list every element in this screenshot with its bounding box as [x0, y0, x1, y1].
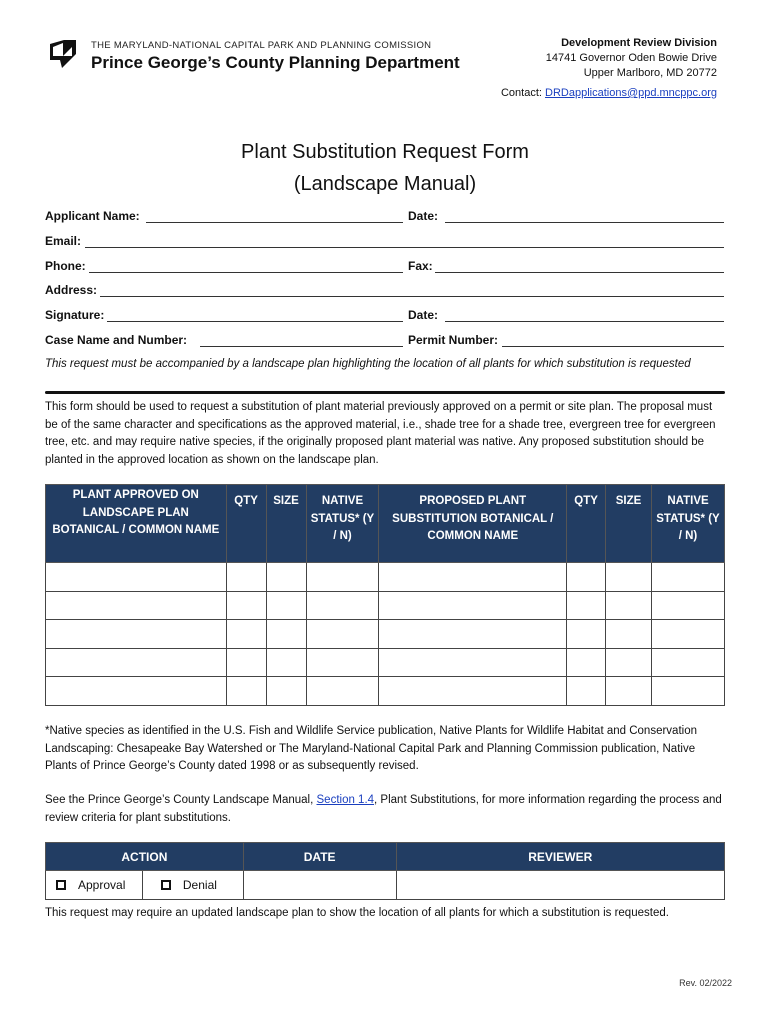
proposed-plant-cell[interactable] [379, 677, 567, 706]
proposed-plant-cell[interactable] [379, 648, 567, 677]
native-cell[interactable] [306, 620, 379, 649]
plant-table-body [46, 563, 725, 706]
size-cell[interactable] [266, 620, 306, 649]
header-proposed-size: SIZE [606, 485, 652, 563]
approved-plant-cell[interactable] [46, 620, 227, 649]
approved-plant-cell[interactable] [46, 648, 227, 677]
header-qty: QTY [226, 485, 266, 563]
division-name: Development Review Division [561, 37, 717, 49]
contact-label: Contact: [500, 87, 542, 99]
proposed-native-cell[interactable] [652, 563, 725, 592]
proposed-size-cell[interactable] [606, 648, 652, 677]
signature-date-field[interactable] [445, 321, 724, 322]
proposed-size-cell[interactable] [606, 591, 652, 620]
approved-plant-cell[interactable] [46, 591, 227, 620]
proposed-qty-cell[interactable] [567, 591, 606, 620]
proposed-native-cell[interactable] [652, 677, 725, 706]
proposed-size-cell[interactable] [606, 620, 652, 649]
applicant-name-label: Applicant Name: [45, 209, 140, 223]
intro-paragraph: This form should be used to request a substitution of plant material previously approved on a permit or site plan. The proposal must be of the same character and specifications as the approved material, i.e., shade tree for a shade tree, evergreen tree for evergreen tree, etc. and may require native species, if the originally proposed plant material was native. Any proposed substitution should be planted in the approved location as shown on the landscape plan. [45, 401, 716, 466]
header-native-status: NATIVE STATUS* (Y / N) [306, 485, 379, 563]
plant-substitution-table [45, 484, 725, 706]
signature-label: Signature: [45, 308, 105, 322]
denial-label: Denial [182, 878, 217, 892]
approval-label: Approval [78, 878, 126, 892]
form-subtitle: (Landscape Manual) [293, 173, 477, 195]
qty-cell[interactable] [226, 620, 266, 649]
action-table-header [46, 843, 725, 871]
header-proposed-qty: QTY [567, 485, 606, 563]
phone-field[interactable] [89, 272, 403, 273]
native-cell[interactable] [306, 563, 379, 592]
updated-plan-note: This request may require an updated landscape plan to show the location of all plants for which a substitution is requested. [45, 907, 669, 919]
header-proposed-plant: PROPOSED PLANT SUBSTITUTION BOTANICAL / COMMON NAME [379, 485, 567, 563]
address-label: Address: [45, 283, 98, 297]
case-name-field[interactable] [200, 346, 403, 347]
qty-cell[interactable] [226, 677, 266, 706]
form-title: Plant Substitution Request Form [241, 141, 529, 163]
proposed-qty-cell[interactable] [567, 620, 606, 649]
agency-name: THE MARYLAND-NATIONAL CAPITAL PARK AND PLANNING COMISSION [91, 40, 432, 51]
proposed-qty-cell[interactable] [567, 563, 606, 592]
plant-table-header [46, 485, 725, 563]
signature-date-label: Date: [408, 308, 439, 322]
header-reviewer: REVIEWER [396, 843, 724, 871]
denial-option[interactable] [142, 871, 243, 900]
contact-line [501, 87, 717, 99]
proposed-size-cell[interactable] [606, 563, 652, 592]
applicant-name-field[interactable] [146, 222, 403, 223]
proposed-native-cell[interactable] [652, 620, 725, 649]
proposed-native-cell[interactable] [652, 648, 725, 677]
native-cell[interactable] [306, 677, 379, 706]
fax-field[interactable] [435, 272, 724, 273]
qty-cell[interactable] [226, 563, 266, 592]
proposed-size-cell[interactable] [606, 677, 652, 706]
section-divider [45, 391, 725, 394]
size-cell[interactable] [266, 677, 306, 706]
header-size: SIZE [266, 485, 306, 563]
header-action: ACTION [46, 843, 244, 871]
proposed-qty-cell[interactable] [567, 648, 606, 677]
native-cell[interactable] [306, 591, 379, 620]
email-label: Email: [45, 234, 82, 248]
approved-plant-cell[interactable] [46, 563, 227, 592]
size-cell[interactable] [266, 648, 306, 677]
landscape-plan-note: This request must be accompanied by a landscape plan highlighting the location of all plants for which substitution is requested [45, 358, 691, 370]
table-row [46, 677, 725, 706]
address-field[interactable] [100, 296, 724, 297]
native-species-note: *Native species as identified in the U.S. Fish and Wildlife Service publication, Native Plants for Wildlife Habitat and Conservation Landscaping: Chesapeake Bay Watershed or The Maryland-National Capital Park and Planning Commission publication, Native Plants of Prince George’s County dated 1998 or as subsequently revised. [45, 725, 697, 772]
address-line-1: 14741 Governor Oden Bowie Drive [545, 52, 717, 64]
manual-ref-prefix: See the Prince George’s County Landscape Manual, [45, 794, 317, 806]
qty-cell[interactable] [226, 648, 266, 677]
revision-label: Rev. 02/2022 [679, 978, 732, 988]
date-label: Date: [408, 209, 439, 223]
native-cell[interactable] [306, 648, 379, 677]
approved-plant-cell[interactable] [46, 677, 227, 706]
department-name: Prince George’s County Planning Department [91, 53, 460, 72]
approval-checkbox-icon[interactable] [56, 880, 66, 890]
table-row [46, 563, 725, 592]
date-field[interactable] [445, 222, 724, 223]
header-proposed-native-status: NATIVE STATUS* (Y / N) [652, 485, 725, 563]
mncppc-logo-icon [50, 40, 76, 68]
reviewer-cell[interactable] [396, 871, 724, 900]
landscape-manual-reference [45, 792, 725, 827]
proposed-plant-cell[interactable] [379, 563, 567, 592]
action-row [46, 871, 725, 900]
action-date-cell[interactable] [243, 871, 396, 900]
permit-number-field[interactable] [502, 346, 724, 347]
address-line-2: Upper Marlboro, MD 20772 [583, 67, 717, 79]
permit-number-label: Permit Number: [408, 333, 499, 347]
denial-checkbox-icon[interactable] [161, 880, 171, 890]
approval-option[interactable] [46, 871, 143, 900]
table-row [46, 620, 725, 649]
case-name-label: Case Name and Number: [45, 333, 188, 347]
signature-field[interactable] [107, 321, 403, 322]
proposed-plant-cell[interactable] [379, 591, 567, 620]
table-row [46, 591, 725, 620]
proposed-plant-cell[interactable] [379, 620, 567, 649]
contact-email-link[interactable]: DRDapplications@ppd.mncppc.org [545, 87, 717, 99]
size-cell[interactable] [266, 591, 306, 620]
qty-cell[interactable] [226, 591, 266, 620]
header-date: DATE [243, 843, 396, 871]
table-row [46, 648, 725, 677]
proposed-native-cell[interactable] [652, 591, 725, 620]
phone-label: Phone: [45, 259, 86, 273]
fax-label: Fax: [408, 259, 433, 273]
email-field[interactable] [85, 247, 724, 248]
header-approved-plant: PLANT APPROVED ON LANDSCAPE PLAN BOTANICAL / COMMON NAME [46, 485, 227, 563]
size-cell[interactable] [266, 563, 306, 592]
proposed-qty-cell[interactable] [567, 677, 606, 706]
section-1-4-link[interactable]: Section 1.4 [316, 794, 375, 806]
manual-ref-suffix: , Plant Substitutions, for more information regarding the process and review criteria for plant substitutions. [45, 794, 722, 824]
review-action-table [45, 842, 725, 900]
